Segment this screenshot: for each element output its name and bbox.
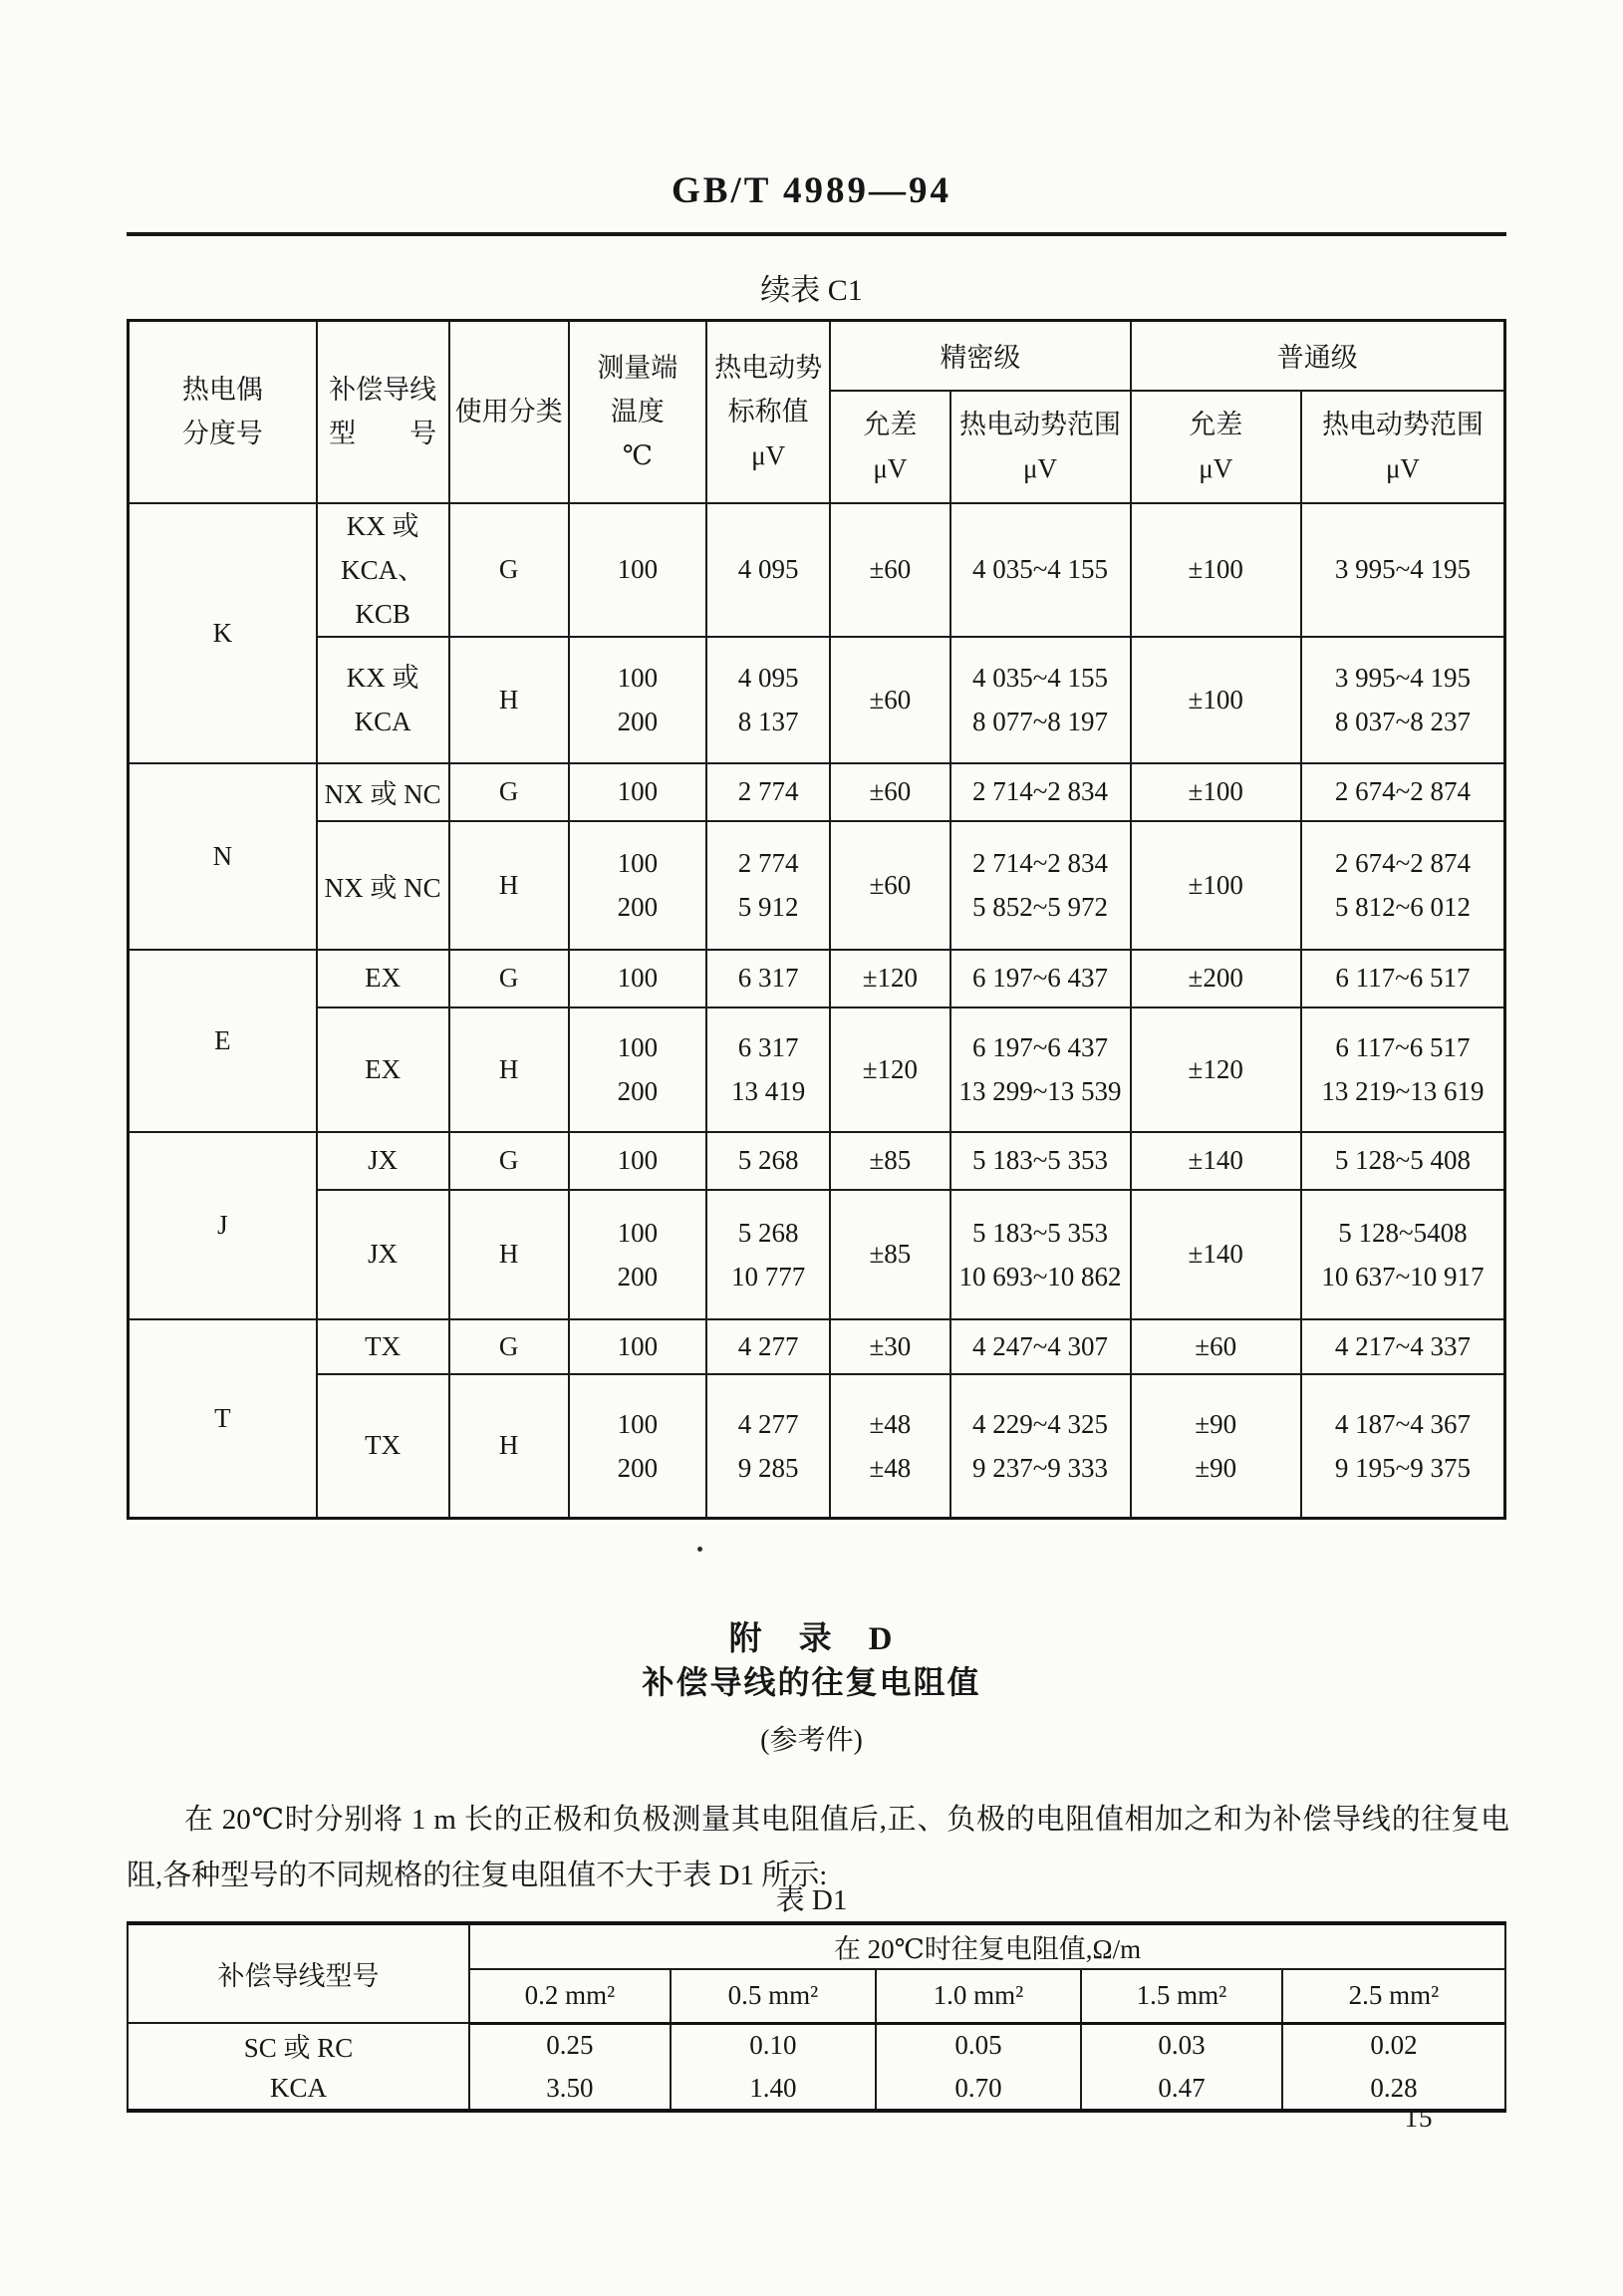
c1-cell-ordinary-range: 5 128~5 408 bbox=[1301, 1132, 1505, 1190]
c1-cell-precision-range bbox=[950, 1190, 1131, 1319]
c1-header-precision-grade: 精密级 bbox=[830, 321, 1130, 391]
c1-cell-ordinary-tolerance: ±100 bbox=[1131, 821, 1301, 950]
d1-cell-resistance: 0.10 bbox=[671, 2023, 876, 2067]
header-rule bbox=[127, 232, 1506, 236]
cell-line: 9 285 bbox=[737, 1452, 799, 1483]
c1-cell-ordinary-tolerance: ±100 bbox=[1131, 637, 1301, 763]
cell-line: KX 或 bbox=[346, 510, 419, 541]
d1-data-row bbox=[128, 2067, 1505, 2111]
c1-cell-use-class: G bbox=[449, 503, 569, 637]
c1-cell-temp bbox=[569, 1190, 706, 1319]
cell-line: 4 229~4 325 bbox=[971, 1408, 1109, 1439]
c1-cell-ordinary-tolerance bbox=[1131, 1374, 1301, 1519]
table-c1 bbox=[127, 319, 1506, 1520]
c1-cell-precision-range bbox=[950, 637, 1131, 763]
c1-cell-ordinary-tolerance: ±100 bbox=[1131, 763, 1301, 821]
c1-cell-use-class: G bbox=[449, 950, 569, 1007]
cell-line: 6 117~6 517 bbox=[1335, 1032, 1471, 1062]
d1-header-cross-section: 1.0 mm² bbox=[876, 1969, 1081, 2023]
c1-data-row bbox=[129, 1319, 1505, 1374]
c1-header-wire-model bbox=[317, 321, 449, 503]
c1-data-row bbox=[129, 763, 1505, 821]
cell-line: 允差 bbox=[863, 410, 918, 439]
cell-line: 5 268 bbox=[737, 1217, 799, 1248]
standard-code: GB/T 4989—94 bbox=[672, 170, 951, 211]
c1-cell-use-class: H bbox=[449, 637, 569, 763]
c1-cell-ordinary-tolerance: ±200 bbox=[1131, 950, 1301, 1007]
d1-cell-resistance: 0.47 bbox=[1081, 2067, 1282, 2111]
cell-line: 100 bbox=[617, 848, 659, 878]
d1-cell-resistance: 3.50 bbox=[469, 2067, 671, 2111]
cell-line: μV bbox=[1385, 453, 1420, 483]
cell-line: ±48 bbox=[869, 1408, 912, 1439]
cell-line: 8 137 bbox=[737, 707, 799, 736]
table-c1-container bbox=[127, 319, 1506, 1520]
c1-cell-emf-nominal: 5 268 bbox=[706, 1132, 830, 1190]
c1-cell-ordinary-range bbox=[1301, 637, 1505, 763]
c1-cell-wire-model bbox=[317, 503, 449, 637]
cell-line: KX 或 bbox=[346, 663, 419, 693]
c1-data-row bbox=[129, 950, 1505, 1007]
c1-header-emf-nominal bbox=[706, 321, 830, 503]
c1-cell-use-class: H bbox=[449, 1190, 569, 1319]
cell-line: 5 128~5408 bbox=[1338, 1217, 1468, 1248]
cell-line: μV bbox=[873, 453, 908, 483]
c1-header-use-class bbox=[449, 321, 569, 503]
cell-line: 温度 bbox=[610, 397, 665, 428]
cell-line: μV bbox=[1023, 453, 1057, 483]
cell-line: 100 bbox=[617, 1032, 659, 1062]
cell-line: 热电动势范围 bbox=[1321, 410, 1484, 439]
cell-line: 分度号 bbox=[181, 419, 263, 449]
c1-cell-emf-nominal: 4 277 bbox=[706, 1319, 830, 1374]
cell-line: 热电偶 bbox=[181, 375, 263, 406]
c1-cell-precision-range: 4 247~4 307 bbox=[950, 1319, 1131, 1374]
c1-cell-precision-tolerance: ±85 bbox=[830, 1132, 949, 1190]
cell-line: 热电动势 bbox=[714, 353, 823, 384]
cell-line: 10 777 bbox=[730, 1261, 806, 1292]
c1-cell-emf-nominal: 4 095 bbox=[706, 503, 830, 637]
c1-cell-emf-nominal bbox=[706, 1007, 830, 1132]
cell-line: 型 号 bbox=[329, 419, 437, 449]
c1-data-row bbox=[129, 1190, 1505, 1319]
c1-cell-emf-nominal bbox=[706, 821, 830, 950]
cell-line: 测量端 bbox=[597, 353, 678, 384]
c1-data-row bbox=[129, 1374, 1505, 1519]
cell-line: 允差 bbox=[1189, 410, 1243, 439]
cell-line: 8 037~8 237 bbox=[1334, 707, 1471, 736]
cell-line: ±90 bbox=[1195, 1452, 1237, 1483]
c1-cell-precision-range bbox=[950, 821, 1131, 950]
cell-line: 13 419 bbox=[730, 1076, 806, 1106]
d1-header-resistance-group: 在 20℃时往复电阻值,Ω/m bbox=[469, 1923, 1505, 1969]
table-c1-title: 续表 C1 bbox=[760, 274, 863, 307]
appendix-note: (参考件) bbox=[760, 1725, 863, 1756]
c1-cell-wire-model: EX bbox=[317, 950, 449, 1007]
cell-line: 4 095 bbox=[737, 663, 799, 693]
cell-line: 10 693~10 862 bbox=[958, 1261, 1122, 1292]
c1-data-row bbox=[129, 1007, 1505, 1132]
cell-line: 6 197~6 437 bbox=[971, 1032, 1109, 1062]
c1-cell-precision-tolerance: ±60 bbox=[830, 821, 949, 950]
cell-line: 2 674~2 874 bbox=[1334, 848, 1471, 878]
c1-cell-wire-model: TX bbox=[317, 1374, 449, 1519]
c1-cell-ordinary-range: 2 674~2 874 bbox=[1301, 763, 1505, 821]
scan-artifact-dot bbox=[697, 1547, 702, 1552]
cell-line: 200 bbox=[617, 707, 659, 736]
cell-line: KCA bbox=[354, 707, 411, 736]
appendix-heading: 附 录 D bbox=[728, 1621, 895, 1657]
cell-line: 4 277 bbox=[737, 1408, 799, 1439]
c1-cell-temp: 100 bbox=[569, 503, 706, 637]
c1-cell-wire-model bbox=[317, 637, 449, 763]
cell-line: 13 219~13 619 bbox=[1321, 1076, 1485, 1106]
c1-header-temp bbox=[569, 321, 706, 503]
cell-line: 100 bbox=[617, 1408, 659, 1439]
cell-line: 2 774 bbox=[737, 848, 799, 878]
cell-line: 200 bbox=[617, 1076, 659, 1106]
c1-cell-ordinary-range: 3 995~4 195 bbox=[1301, 503, 1505, 637]
cell-line: 4 035~4 155 bbox=[971, 663, 1109, 693]
c1-cell-ordinary-tolerance: ±100 bbox=[1131, 503, 1301, 637]
cell-line: μV bbox=[1199, 453, 1233, 483]
c1-cell-use-class: G bbox=[449, 1319, 569, 1374]
d1-header-cross-section: 2.5 mm² bbox=[1282, 1969, 1505, 2023]
c1-cell-precision-tolerance: ±85 bbox=[830, 1190, 949, 1319]
c1-cell-emf-nominal bbox=[706, 637, 830, 763]
cell-line: 5 183~5 353 bbox=[971, 1217, 1109, 1248]
cell-line: 9 237~9 333 bbox=[971, 1452, 1109, 1483]
c1-cell-wire-model: JX bbox=[317, 1132, 449, 1190]
cell-line: KCB bbox=[355, 598, 410, 629]
table-d1 bbox=[127, 1921, 1506, 2113]
c1-cell-thermocouple-code: T bbox=[129, 1319, 317, 1519]
c1-cell-precision-range: 4 035~4 155 bbox=[950, 503, 1131, 637]
c1-cell-thermocouple-code: E bbox=[129, 950, 317, 1132]
c1-cell-temp bbox=[569, 1374, 706, 1519]
c1-cell-precision-tolerance: ±60 bbox=[830, 763, 949, 821]
d1-header-wire-model: 补偿导线型号 bbox=[128, 1923, 469, 2023]
c1-cell-ordinary-tolerance: ±140 bbox=[1131, 1190, 1301, 1319]
cell-line: 3 995~4 195 bbox=[1334, 663, 1471, 693]
c1-cell-wire-model: NX 或 NC bbox=[317, 821, 449, 950]
c1-cell-emf-nominal bbox=[706, 1374, 830, 1519]
c1-cell-thermocouple-code: J bbox=[129, 1132, 317, 1319]
cell-line: 2 714~2 834 bbox=[971, 848, 1109, 878]
cell-line: 补偿导线 bbox=[329, 375, 437, 406]
c1-cell-precision-tolerance: ±30 bbox=[830, 1319, 949, 1374]
cell-line: 10 637~10 917 bbox=[1321, 1261, 1485, 1292]
table-d1-container bbox=[127, 1921, 1506, 2113]
cell-line: ℃ bbox=[622, 440, 653, 471]
c1-header-precision-tolerance bbox=[830, 391, 949, 503]
d1-cell-resistance: 0.28 bbox=[1282, 2067, 1505, 2111]
c1-cell-ordinary-tolerance: ±120 bbox=[1131, 1007, 1301, 1132]
appendix-subtitle: 补偿导线的往复电阻值 bbox=[642, 1664, 981, 1700]
cell-line: 13 299~13 539 bbox=[958, 1076, 1122, 1106]
c1-cell-emf-nominal: 2 774 bbox=[706, 763, 830, 821]
cell-line: 200 bbox=[617, 1452, 659, 1483]
cell-line: 100 bbox=[617, 663, 659, 693]
c1-cell-precision-range: 6 197~6 437 bbox=[950, 950, 1131, 1007]
c1-cell-use-class: G bbox=[449, 1132, 569, 1190]
c1-cell-ordinary-range bbox=[1301, 1190, 1505, 1319]
c1-cell-temp: 100 bbox=[569, 950, 706, 1007]
d1-cell-resistance: 0.70 bbox=[876, 2067, 1081, 2111]
c1-cell-ordinary-range bbox=[1301, 821, 1505, 950]
c1-cell-precision-tolerance: ±60 bbox=[830, 503, 949, 637]
d1-header-cross-section: 0.2 mm² bbox=[469, 1969, 671, 2023]
c1-cell-emf-nominal: 6 317 bbox=[706, 950, 830, 1007]
c1-cell-ordinary-tolerance: ±140 bbox=[1131, 1132, 1301, 1190]
cell-line: 标称值 bbox=[727, 397, 809, 428]
cell-line: μV bbox=[751, 440, 786, 471]
c1-cell-wire-model: EX bbox=[317, 1007, 449, 1132]
c1-cell-ordinary-range: 4 217~4 337 bbox=[1301, 1319, 1505, 1374]
d1-cell-resistance: 1.40 bbox=[671, 2067, 876, 2111]
c1-data-row bbox=[129, 637, 1505, 763]
c1-cell-use-class: H bbox=[449, 821, 569, 950]
c1-cell-precision-tolerance: ±60 bbox=[830, 637, 949, 763]
c1-header-ordinary-tolerance bbox=[1131, 391, 1301, 503]
cell-line: 使用分类 bbox=[454, 397, 563, 428]
c1-data-row bbox=[129, 1132, 1505, 1190]
cell-line: 6 317 bbox=[737, 1032, 799, 1062]
c1-cell-thermocouple-code: K bbox=[129, 503, 317, 763]
d1-cell-wire-model: SC 或 RC bbox=[128, 2023, 469, 2067]
c1-cell-ordinary-range bbox=[1301, 1374, 1505, 1519]
cell-line: 200 bbox=[617, 892, 659, 922]
c1-cell-precision-range bbox=[950, 1007, 1131, 1132]
c1-header-ordinary-range bbox=[1301, 391, 1505, 503]
c1-cell-wire-model: NX 或 NC bbox=[317, 763, 449, 821]
c1-header-ordinary-grade: 普通级 bbox=[1131, 321, 1505, 391]
c1-cell-temp: 100 bbox=[569, 1132, 706, 1190]
c1-cell-use-class: H bbox=[449, 1007, 569, 1132]
cell-line: 4 187~4 367 bbox=[1334, 1408, 1471, 1439]
table-d1-caption: 表 D1 bbox=[775, 1884, 848, 1916]
c1-cell-use-class: H bbox=[449, 1374, 569, 1519]
c1-cell-temp: 100 bbox=[569, 1319, 706, 1374]
c1-cell-wire-model: JX bbox=[317, 1190, 449, 1319]
c1-cell-precision-tolerance: ±120 bbox=[830, 950, 949, 1007]
c1-cell-ordinary-range: 6 117~6 517 bbox=[1301, 950, 1505, 1007]
appendix-paragraph: 在 20℃时分别将 1 m 长的正极和负极测量其电阻值后,正、负极的电阻值相加之和为补偿导线的往复电阻,各种型号的不同规格的往复电阻值不大于表 D1 所示: bbox=[127, 1804, 1509, 1891]
c1-cell-temp bbox=[569, 821, 706, 950]
c1-cell-precision-tolerance bbox=[830, 1374, 949, 1519]
d1-cell-resistance: 0.02 bbox=[1282, 2023, 1505, 2067]
cell-line: KCA、 bbox=[341, 554, 425, 585]
c1-cell-temp bbox=[569, 1007, 706, 1132]
d1-cell-wire-model: KCA bbox=[128, 2067, 469, 2111]
d1-cell-resistance: 0.03 bbox=[1081, 2023, 1282, 2067]
c1-header-precision-range bbox=[950, 391, 1131, 503]
cell-line: 200 bbox=[617, 1261, 659, 1292]
c1-cell-precision-range bbox=[950, 1374, 1131, 1519]
c1-cell-ordinary-tolerance: ±60 bbox=[1131, 1319, 1301, 1374]
cell-line: 热电动势范围 bbox=[959, 410, 1122, 439]
c1-cell-temp bbox=[569, 637, 706, 763]
c1-data-row bbox=[129, 503, 1505, 637]
c1-cell-ordinary-range bbox=[1301, 1007, 1505, 1132]
c1-header-thermocouple bbox=[129, 321, 317, 503]
d1-cell-resistance: 0.05 bbox=[876, 2023, 1081, 2067]
d1-header-cross-section: 1.5 mm² bbox=[1081, 1969, 1282, 2023]
cell-line: ±90 bbox=[1195, 1408, 1237, 1439]
d1-header-cross-section: 0.5 mm² bbox=[671, 1969, 876, 2023]
c1-cell-temp: 100 bbox=[569, 763, 706, 821]
c1-cell-precision-range: 5 183~5 353 bbox=[950, 1132, 1131, 1190]
c1-cell-precision-tolerance: ±120 bbox=[830, 1007, 949, 1132]
c1-cell-emf-nominal bbox=[706, 1190, 830, 1319]
cell-line: ±48 bbox=[869, 1452, 912, 1483]
d1-data-row bbox=[128, 2023, 1505, 2067]
page-number: 15 bbox=[1404, 2103, 1434, 2133]
cell-line: 100 bbox=[617, 1217, 659, 1248]
c1-cell-precision-range: 2 714~2 834 bbox=[950, 763, 1131, 821]
cell-line: 5 852~5 972 bbox=[971, 892, 1109, 922]
c1-data-row bbox=[129, 821, 1505, 950]
cell-line: 5 812~6 012 bbox=[1334, 892, 1471, 922]
cell-line: 9 195~9 375 bbox=[1334, 1452, 1471, 1483]
c1-cell-wire-model: TX bbox=[317, 1319, 449, 1374]
d1-cell-resistance: 0.25 bbox=[469, 2023, 671, 2067]
c1-cell-thermocouple-code: N bbox=[129, 763, 317, 950]
cell-line: 5 912 bbox=[737, 892, 799, 922]
cell-line: 8 077~8 197 bbox=[971, 707, 1109, 736]
c1-cell-use-class: G bbox=[449, 763, 569, 821]
